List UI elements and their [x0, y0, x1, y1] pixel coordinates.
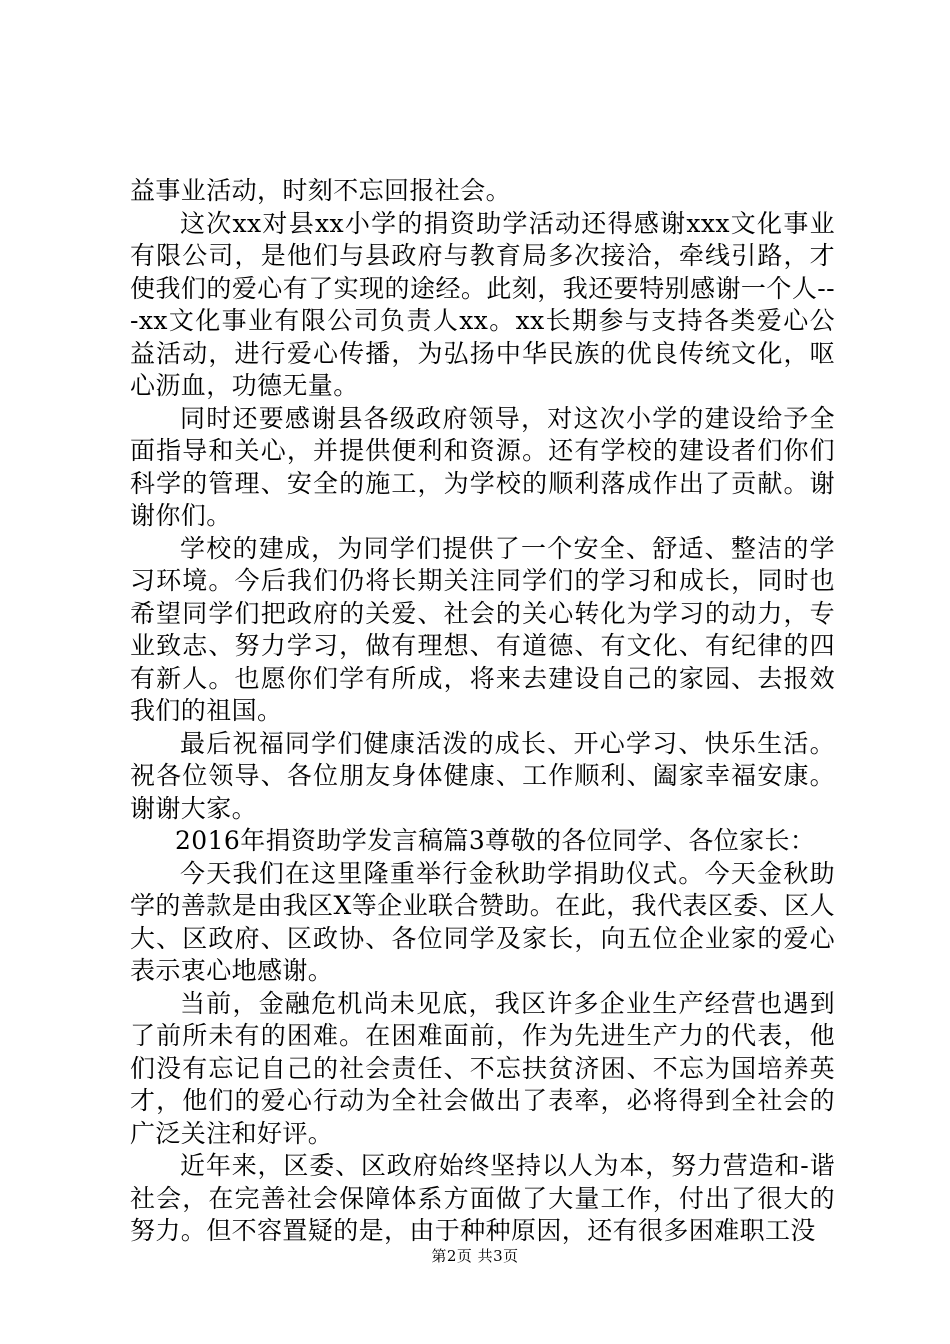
paragraph-7: 当前，金融危机尚未见底，我区许多企业生产经营也遇到了前所未有的困难。在困难面前，作为先进生产力的代表，他们没有忘记自己的社会责任、不忘扶贫济困、不忘为国培养英才，他们的爱心行动为全社会做出了表率，必将得到全社会的广泛关注和好评。: [130, 988, 835, 1148]
paragraph-6: 今天我们在这里隆重举行金秋助学捐助仪式。今天金秋助学的善款是由我区X等企业联合赞助。在此，我代表区委、区人大、区政府、区政协、各位同学及家长，向五位企业家的爱心表示衷心地感谢。: [130, 858, 835, 985]
page-number-label: 第2页 共3页: [431, 1247, 519, 1265]
paragraph-3: 同时还要感谢县各级政府领导，对这次小学的建设给予全面指导和关心，并提供便利和资源。还有学校的建设者们你们科学的管理、安全的施工，为学校的顺利落成作出了贡献。谢谢你们。: [130, 403, 835, 530]
paragraph-5: 最后祝福同学们健康活泼的成长、开心学习、快乐生活。祝各位领导、各位朋友身体健康、工作顺利、阖家幸福安康。谢谢大家。: [130, 728, 835, 823]
document-body: [130, 175, 835, 1248]
page-footer: [0, 1246, 950, 1266]
paragraph-8: 近年来，区委、区政府始终坚持以人为本，努力营造和-谐社会，在完善社会保障体系方面做了大量工作，付出了很大的努力。但不容置疑的是，由于种种原因，还有很多困难职工没: [130, 1151, 835, 1245]
paragraph-4: 学校的建成，为同学们提供了一个安全、舒适、整洁的学习环境。今后我们仍将长期关注同学们的学习和成长，同时也希望同学们把政府的关爱、社会的关心转化为学习的动力，专业致志、努力学习，做有理想、有道德、有文化、有纪律的四有新人。也愿你们学有所成，将来去建设自己的家园、去报效我们的祖国。: [130, 533, 835, 725]
paragraph-2: 这次xx对县xx小学的捐资助学活动还得感谢xxx文化事业有限公司，是他们与县政府与教育局多次接洽，牵线引路，才使我们的爱心有了实现的途经。此刻，我还要特别感谢一个人---xx文化事业有限公司负责人xx。xx长期参与支持各类爱心公益活动，进行爱心传播，为弘扬中华民族的优良传统文化，呕心沥血，功德无量。: [130, 208, 835, 400]
paragraph-1: 益事业活动，时刻不忘回报社会。: [130, 176, 512, 205]
section-heading: 2016年捐资助学发言稿篇3尊敬的各位同学、各位家长：: [175, 826, 816, 855]
